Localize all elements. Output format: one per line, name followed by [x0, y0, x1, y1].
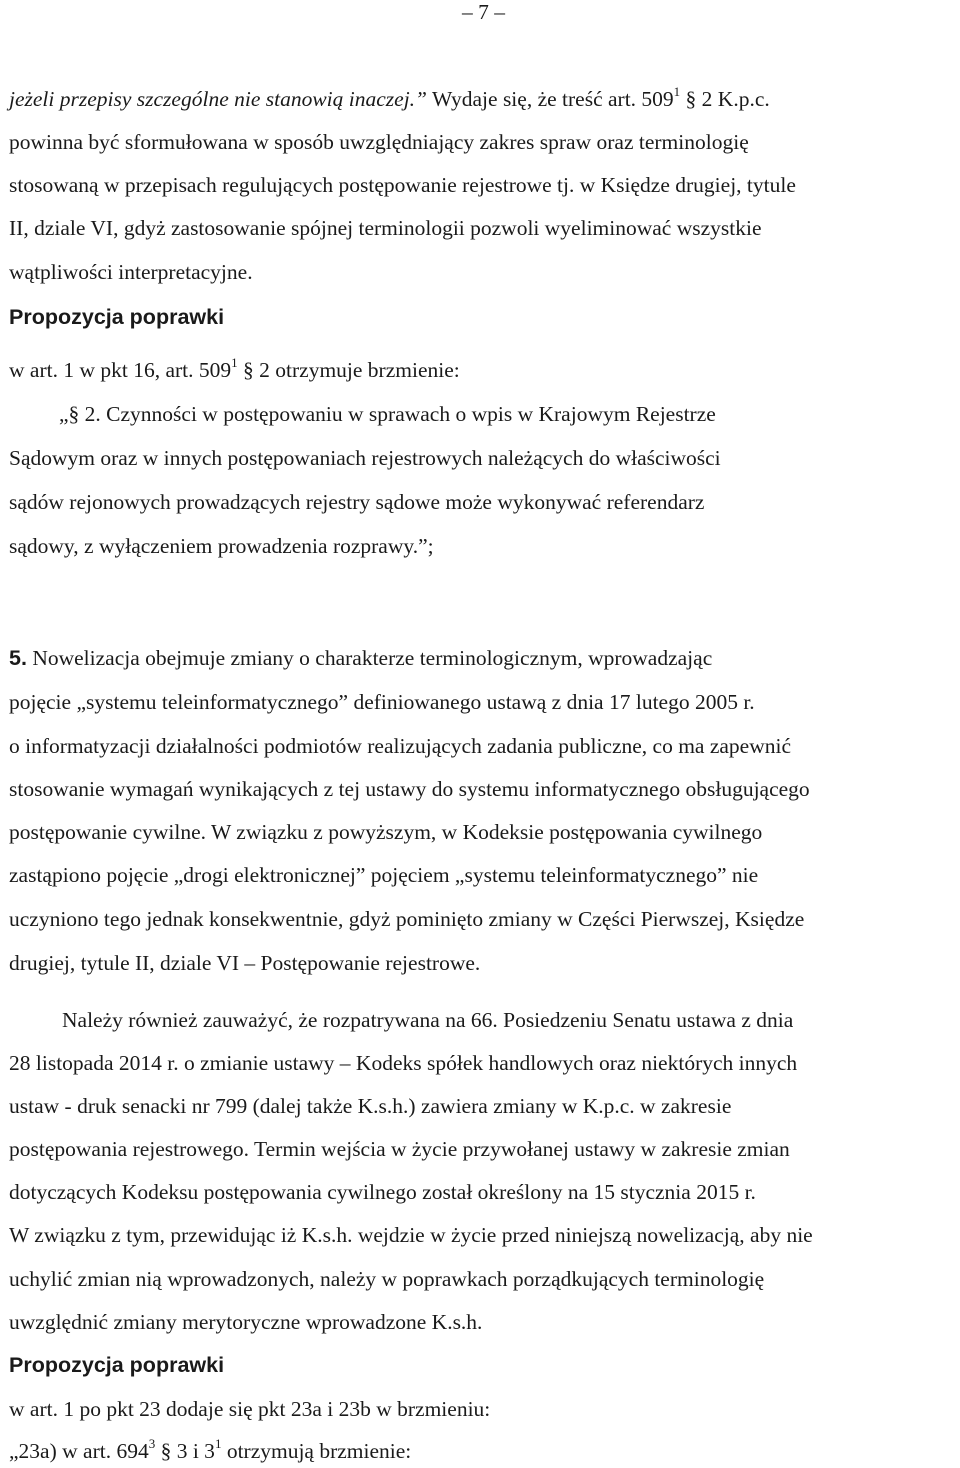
paragraph-number: 5.	[9, 646, 27, 670]
superscript: 1	[231, 355, 238, 370]
superscript: 1	[673, 84, 681, 99]
amendment-line: sądów rejonowych prowadzących rejestry sądowe może wykonywać referendarz	[9, 490, 705, 514]
paragraph-line: stosowanie wymagań wynikających z tej ustawy do systemu informatycznego obsługującego	[9, 777, 810, 801]
text-run: w art. 1 w pkt 16, art. 509	[9, 358, 232, 382]
paragraph-line: wątpliwości interpretacyjne.	[9, 260, 253, 284]
section-heading: Propozycja poprawki	[9, 305, 225, 329]
paragraph-line: postępowanie cywilne. W związku z powyższym, w Kodeksie postępowania cywilnego	[9, 820, 763, 844]
paragraph-line: powinna być sformułowana w sposób uwzględniający zakres spraw oraz terminologię	[9, 130, 749, 154]
superscript: 1	[214, 1436, 222, 1451]
paragraph-line: uwzględnić zmiany merytoryczne wprowadzone K.s.h.	[9, 1310, 483, 1334]
paragraph-line	[9, 86, 958, 115]
text-run: Nowelizacja obejmuje zmiany o charakterze terminologicznym, wprowadzając	[26, 646, 713, 670]
paragraph-line: pojęcie „systemu teleinformatycznego” definiowanego ustawą z dnia 17 lutego 2005 r.	[9, 690, 755, 714]
superscript: 3	[148, 1436, 156, 1451]
text-run: § 2 otrzymuje brzmienie:	[237, 358, 460, 382]
paragraph-line: uchylić zmian nią wprowadzonych, należy w poprawkach porządkujących terminologię	[9, 1267, 765, 1291]
paragraph-line: uczyniono tego jednak konsekwentnie, gdyż pominięto zmiany w Części Pierwszej, Księdze	[9, 907, 805, 931]
paragraph-line: zastąpiono pojęcie „drogi elektronicznej” pojęciem „systemu teleinformatycznego” nie	[9, 863, 759, 887]
paragraph-line: 28 listopada 2014 r. o zmianie ustawy – Kodeks spółek handlowych oraz niektórych innych	[9, 1051, 798, 1075]
paragraph-line	[9, 645, 958, 671]
paragraph-line: II, dziale VI, gdyż zastosowanie spójnej terminologii pozwoli wyeliminować wszystkie	[9, 216, 762, 240]
paragraph-line: postępowania rejestrowego. Termin wejścia w życie przywołanej ustawy w zakresie zmian	[9, 1137, 790, 1161]
paragraph-line: W związku z tym, przewidując iż K.s.h. wejdzie w życie przed niniejszą nowelizacją, aby nie	[9, 1223, 813, 1247]
text-run: otrzymują brzmienie:	[221, 1439, 412, 1463]
amendment-line: Sądowym oraz w innych postępowaniach rejestrowych należących do właściwości	[9, 446, 721, 470]
quote-ending: jeżeli przepisy szczególne nie stanowią inaczej.”	[9, 87, 428, 111]
paragraph-line: ustaw - druk senacki nr 799 (dalej także K.s.h.) zawiera zmiany w K.p.c. w zakresie	[9, 1094, 732, 1118]
text-run: § 3 i 3	[155, 1439, 215, 1463]
paragraph-line: dotyczących Kodeksu postępowania cywilnego został określony na 15 stycznia 2015 r.	[9, 1180, 756, 1204]
paragraph-line: Należy również zauważyć, że rozpatrywana na 66. Posiedzeniu Senatu ustawa z dnia	[62, 1008, 794, 1032]
text-run: „23a) w art. 694	[9, 1439, 149, 1463]
amendment-intro: w art. 1 po pkt 23 dodaje się pkt 23a i 23b w brzmieniu:	[9, 1397, 491, 1421]
amendment-intro	[9, 357, 460, 386]
section-heading: Propozycja poprawki	[9, 1353, 225, 1377]
paragraph-line: stosowaną w przepisach regulujących postępowanie rejestrowe tj. w Księdze drugiej, tytule	[9, 173, 796, 197]
amendment-line: sądowy, z wyłączeniem prowadzenia rozprawy.”;	[9, 534, 434, 558]
amendment-line	[9, 1438, 411, 1467]
page-number: – 7 –	[462, 0, 505, 24]
text-run: § 2 K.p.c.	[680, 87, 770, 111]
paragraph-line: drugiej, tytule II, dziale VI – Postępowanie rejestrowe.	[9, 951, 481, 975]
amendment-line: „§ 2. Czynności w postępowaniu w sprawach o wpis w Krajowym Rejestrze	[59, 402, 716, 426]
paragraph-line: o informatyzacji działalności podmiotów realizujących zadania publiczne, co ma zapewnić	[9, 734, 792, 758]
text-run: Wydaje się, że treść art. 509	[427, 87, 674, 111]
